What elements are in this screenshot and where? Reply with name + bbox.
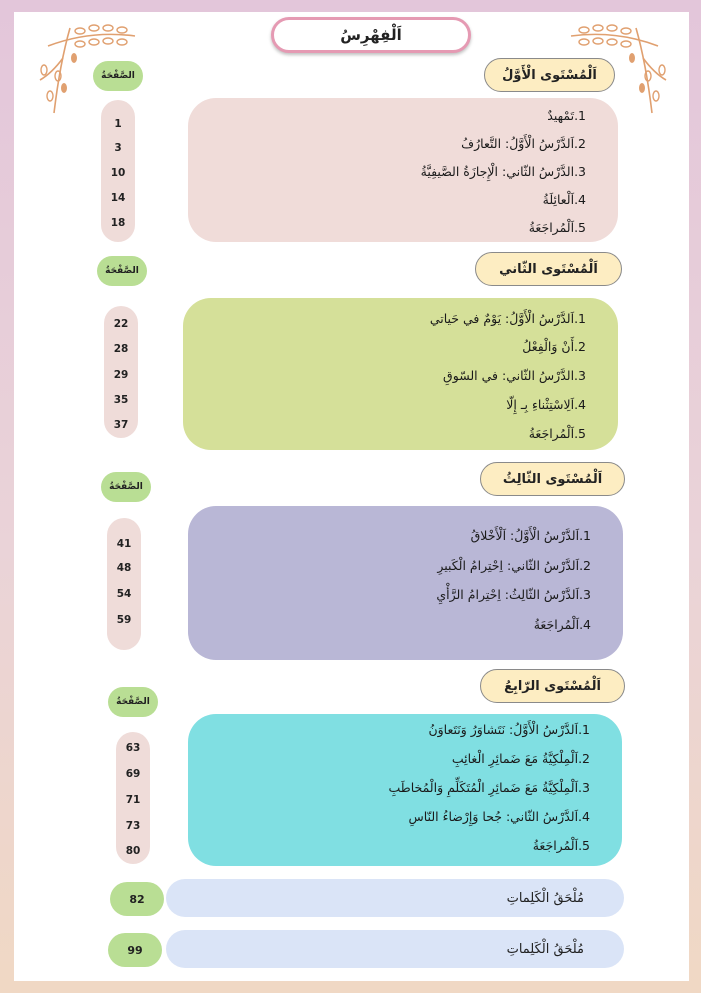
appendix-1-page: 82: [110, 882, 164, 916]
level-2-heading[interactable]: اَلْمُسْتَوى الثّاني: [475, 252, 622, 286]
toc-entry[interactable]: 4.اَلْمُراجَعَةُ: [533, 617, 591, 632]
toc-entry[interactable]: 3.اَلْمِلْكِيَّةُ مَعَ ضَمائِرِ الْمُتَكَلِّمِ وَالْمُخاطَبِ: [388, 780, 590, 795]
toc-entry[interactable]: 1.تَمْهيدٌ: [547, 108, 586, 123]
toc-entry[interactable]: 3.الدَّرْسُ الثّاني: الْإِجازَةُ الصَّيفِيَّةُ: [420, 164, 586, 179]
level-1-heading[interactable]: اَلْمُسْتَوى الْأَوَّلُ: [484, 58, 615, 92]
page-number: 73: [125, 820, 141, 832]
toc-entry[interactable]: 4.اَلْعائِلَةُ: [542, 192, 586, 207]
toc-entry[interactable]: 2.اَلْمِلْكِيَّةُ مَعَ ضَمائِرِ الْغائِبِ: [451, 751, 590, 766]
toc-entry[interactable]: 4.اَلِاسْتِثْناءِ بِـ إِلّا: [506, 397, 586, 412]
page-number: 3: [114, 142, 122, 154]
toc-entry[interactable]: 2.أَنْ وَالْفِعْلُ: [522, 339, 586, 354]
page-number: 54: [116, 588, 132, 600]
page-number: 71: [125, 794, 141, 806]
level-2-page-column: [104, 306, 138, 438]
level-4-page-column: [116, 732, 150, 864]
level-3-heading[interactable]: اَلْمُسْتَوى الثّالِثُ: [480, 462, 625, 496]
level-3-panel: [188, 506, 623, 660]
page-number: 1: [114, 118, 122, 130]
appendix-1-entry[interactable]: مُلْحَقُ الْكَلِماتِ: [166, 879, 624, 917]
level-3-page-column: [107, 518, 141, 650]
toc-entry[interactable]: 5.اَلْمُراجَعَةُ: [528, 220, 586, 235]
toc-entry[interactable]: 2.اَلدَّرْسُ الثّاني: اِحْتِرامُ الْكَبيرِ: [437, 558, 591, 573]
page-number: 18: [110, 217, 126, 229]
page-number: 63: [125, 742, 141, 754]
level-2-panel: [183, 298, 618, 450]
page-number: 35: [113, 394, 129, 406]
page-number: 37: [113, 419, 129, 431]
level-2-page-header: الصَّفْحَةُ: [97, 256, 147, 286]
toc-entry[interactable]: 1.اَلدَّرْسُ الْأَوَّلُ: اَلْأَخْلاقُ: [470, 528, 591, 543]
page-number: 80: [125, 845, 141, 857]
level-4-page-header: الصَّفْحَةُ: [108, 687, 158, 717]
page-number: 29: [113, 369, 129, 381]
page-number: 10: [110, 167, 126, 179]
toc-entry[interactable]: 5.اَلْمُراجَعَةُ: [532, 838, 590, 853]
page-number: 22: [113, 318, 129, 330]
page-title: اَلْفِهْرِسُ: [271, 17, 471, 53]
page-number: 59: [116, 614, 132, 626]
toc-entry[interactable]: 1.اَلدَّرْسُ الْأَوَّلُ: نَتَشاوَرُ وَنَتَعاوَنُ: [428, 722, 590, 737]
toc-entry[interactable]: 3.اَلدَّرْسُ الثّالِثُ: اِحْتِرامُ الرَّأْيِ: [436, 587, 591, 602]
page-number: 69: [125, 768, 141, 780]
level-3-page-header: الصَّفْحَةُ: [101, 472, 151, 502]
appendix-2-page: 99: [108, 933, 162, 967]
level-1-page-column: [101, 100, 135, 242]
toc-entry[interactable]: 1.اَلدَّرْسُ الْأَوَّلُ: يَوْمٌ في حَياتي: [429, 311, 586, 326]
level-4-panel: [188, 714, 622, 866]
toc-entry[interactable]: 3.الدَّرْسُ الثّاني: في السّوقِ: [443, 368, 586, 383]
page-number: 28: [113, 343, 129, 355]
appendix-2-entry[interactable]: مُلْحَقُ الْكَلِماتِ: [166, 930, 624, 968]
level-4-heading[interactable]: اَلْمُسْتَوى الرّابِعُ: [480, 669, 625, 703]
page-number: 48: [116, 562, 132, 574]
level-1-page-header: الصَّفْحَةُ: [93, 61, 143, 91]
page-number: 41: [116, 538, 132, 550]
page-number: 14: [110, 192, 126, 204]
toc-entry[interactable]: 4.اَلدَّرْسُ الثّاني: جُحا وَإِرْضاءُ النّاسِ: [408, 809, 590, 824]
toc-entry[interactable]: 5.اَلْمُراجَعَةُ: [528, 426, 586, 441]
toc-entry[interactable]: 2.اَلدَّرْسُ الْأَوَّلُ: التَّعارُفُ: [461, 136, 586, 151]
level-1-panel: [188, 98, 618, 242]
